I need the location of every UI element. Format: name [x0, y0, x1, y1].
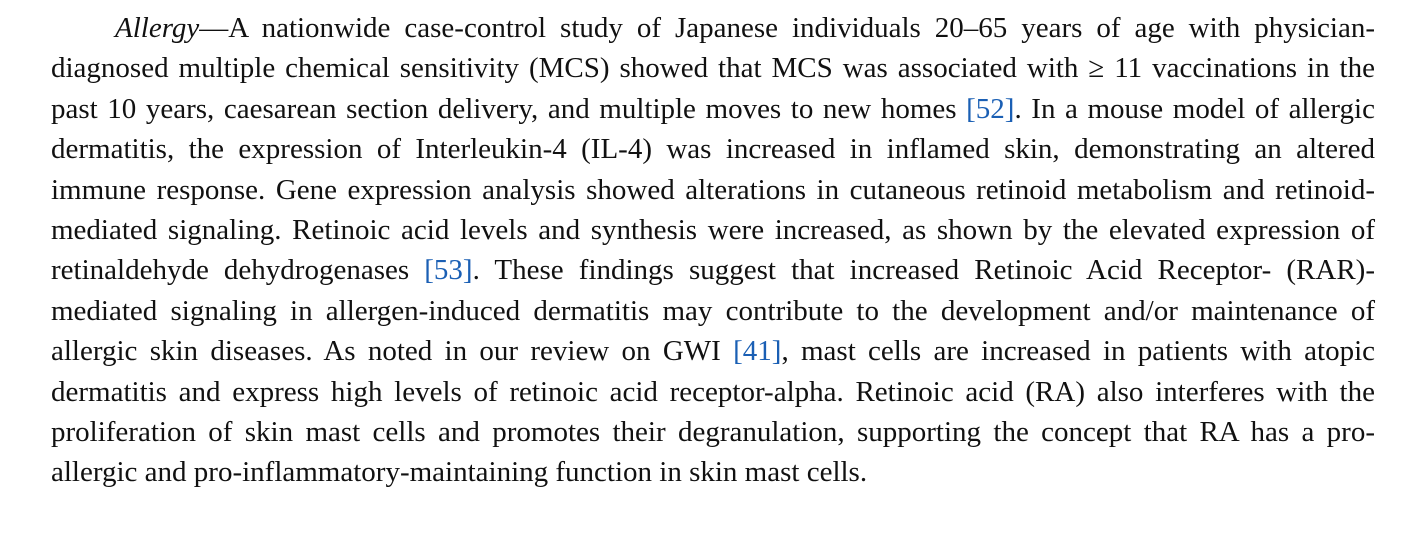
paragraph-lead-heading: Allergy: [115, 12, 200, 44]
citation-link[interactable]: [52]: [966, 92, 1015, 125]
paragraph-text-segment: , mast cells are increased in patients with atopic dermatitis and express high levels of retinoic acid receptor-alpha. Retinoic acid (RA) also interferes with the proliferation of skin mast cells and promotes their degranulation, supporting the concept that RA has a pro-allergic and pro-inflammatory-maintaining function in skin mast cells.: [51, 335, 1375, 489]
citation-link[interactable]: [41]: [733, 335, 782, 368]
paragraph-text-segment: . These findings suggest that increased Retinoic Acid Receptor- (RAR)-mediated signaling in allergen-induced dermatitis may contribute to the development and/or maintenance of allergic skin diseases. As noted in our review on GWI: [51, 254, 1375, 368]
document-page: [51, 8, 1375, 493]
paragraph-text-segment: . In a mouse model of allergic dermatitis, the expression of Interleukin-4 (IL-4) was increased in inflamed skin, demonstrating an altered immune response. Gene expression analysis showed alterations in cutaneous retinoid metabolism and retinoid-mediated signaling. Retinoic acid levels and synthesis were increased, as shown by the elevated expression of retinaldehyde dehydrogenases: [51, 92, 1375, 287]
paragraph-text-segment: A nationwide case-control study of Japanese individuals 20–65 years of age with physician-diagnosed multiple chemical sensitivity (MCS) showed that MCS was associated with ≥ 11 vaccinations in the past 10 years, caesarean section delivery, and multiple moves to new homes: [51, 12, 1375, 125]
citation-link[interactable]: [53]: [424, 254, 473, 287]
em-dash: —: [199, 12, 229, 44]
body-paragraph-allergy: [51, 8, 1375, 493]
